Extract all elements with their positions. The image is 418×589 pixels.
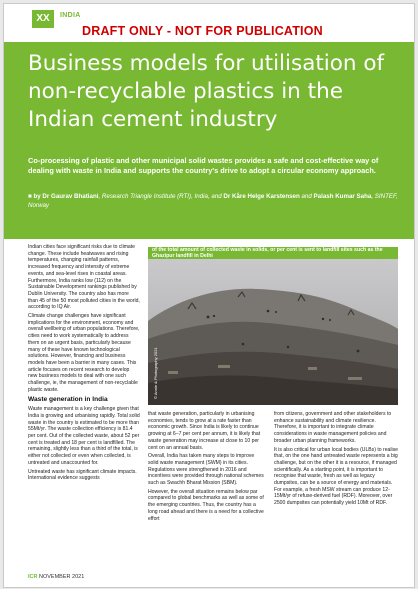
article-standfirst: Co-processing of plastic and other municipal solid wastes provides a safe and cost-effective way of dealing with waste in India and supports the country's drive to adopt a circular economy approach. <box>28 156 379 175</box>
byline-author-1: by Dr Gaurav Bhatiani <box>33 193 99 200</box>
footer-brand: ICR <box>28 574 38 580</box>
photo-block <box>148 247 398 405</box>
title-banner <box>4 42 414 239</box>
byline-author-2: Dr Kåre Helge Karstensen <box>223 193 300 200</box>
body-column-1 <box>28 244 140 484</box>
body-column-2 <box>148 411 264 524</box>
body-paragraph: that waste generation, particularly in urbanising economies, tends to grow at a rate faster than economic growth. Since India is likely to continue growing at 6–7 per cent per annum, it is likely that waste generation may increase at close to 10 per cent on an annual basis. <box>148 411 261 451</box>
body-paragraph: It is also critical for urban local bodies (ULBs) to realise that, on the one hand untreated waste represents a big challenge, but on the other it is a resource, if managed scientifically. As a starting point, it is important to recognise that waste, fresh as well as legacy dumpsites, can be a source of energy and materials. For example, a fresh MSW stream can produce 12-15Mt/yr of refuse-derived fuel (RDF). Moreover, over 2500 dumpsites can potentially yield 10Mt of RDF. <box>274 446 398 507</box>
footer-issue: NOVEMBER 2021 <box>39 574 85 580</box>
landfill-photo <box>148 259 398 405</box>
byline-author-3: Palash Kumar Saha <box>313 193 372 200</box>
article-byline <box>28 192 398 210</box>
body-paragraph: Untreated waste has significant climate impacts. International evidence suggests <box>28 468 137 482</box>
page-footer <box>28 574 84 580</box>
byline-org-1: , Research Triangle Institute (RTI), India, and <box>98 193 224 200</box>
section-number-badge: XX <box>32 10 54 28</box>
photo-caption: of the total amount of collected waste in solids, or per cent is sent to landfill sites such as the Ghazipur landfill in Delhi <box>148 247 398 259</box>
photo-credit: © Annie & Photography 2021 <box>153 347 158 399</box>
draft-notice: DRAFT ONLY - NOT FOR PUBLICATION <box>82 24 323 38</box>
magazine-page <box>3 3 415 588</box>
section-label: INDIA <box>60 12 81 19</box>
body-paragraph: Indian cities face significant risks due to climate change. These include heatwaves and rising temperatures, changing rainfall patterns, increased frequency and intensity of extreme events, and sea-level rises in coastal areas. Furthermore, India ranks low (112) on the Sustainable Development rankings published by Dublin University. The country also has more than 45 of the 50 most polluted cities in the world, according to IQ Air. <box>28 244 140 311</box>
body-paragraph: However, the overall situation remains below par compared to global benchmarks as well as some of the emerging countries. Thus, the country has a long road ahead and there is a need for a collective effort <box>148 488 264 522</box>
body-paragraph: Climate change challenges have significant implications for the environment, economy and overall wellbeing of urban populations. Therefore, cities need to work systematically to address them on an urgent basis, particularly because many of these have known technological solutions. However, financing and business models have been a barrier in many cases. This article focuses on recent research to develop new business models to deal with one such challenge, ie, the management of non-recyclable plastic waste. <box>28 313 140 393</box>
byline-org-2: , SINTEF, Norway <box>28 193 398 209</box>
byline-bullet-icon: ■ <box>28 193 34 200</box>
article-title: Business models for utilisation of non-recyclable plastics in the Indian cement industry <box>28 51 385 132</box>
body-column-3 <box>274 411 398 509</box>
page-header <box>4 4 414 38</box>
section-subhead: Waste generation in India <box>28 396 108 404</box>
body-paragraph: from citizens, government and other stakeholders to enhance sustainability and climate resilience. Therefore, it is important to integrate climate considerations in waste management policies and broader urban planning frameworks. <box>274 411 392 444</box>
body-paragraph: Overall, India has taken many steps to improve solid waste management (SWM) in its cities. Regulations were strengthened in 2016 and incentives were provided through national schemes such as Swachh Bharat Mission (SBM). <box>148 453 264 487</box>
body-paragraph: Waste management is a key challenge given that India is growing and urbanising rapidly. Total solid waste in the country is estimated to be more than 55Mt/yr. The waste collection efficiency is 81.4 per cent. Out of the collected waste, about 52 per cent is treated and 18 per cent is landfilled. The remaining, slightly less than a third of the total, is either not collected or even when collected, is untreated and unaccounted for. <box>28 406 140 466</box>
byline-and: and <box>299 193 314 200</box>
